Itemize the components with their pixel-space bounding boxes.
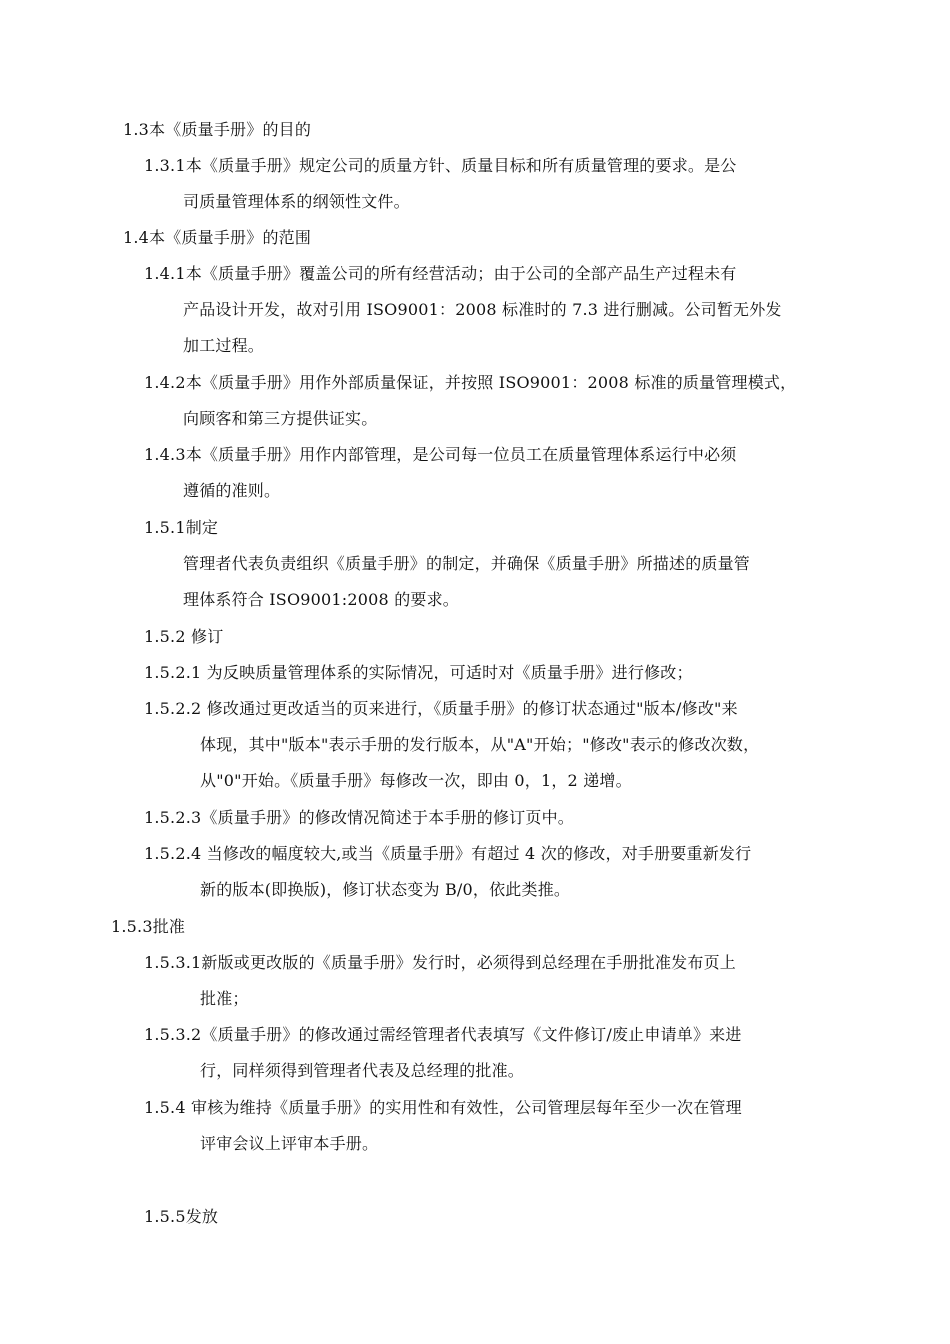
paragraph-1-5-4-cont: 评审会议上评审本手册。 bbox=[200, 1134, 379, 1153]
heading-1-5-3: 1.5.3批准 bbox=[111, 917, 186, 936]
paragraph-1-5-1: 管理者代表负责组织《质量手册》的制定，并确保《质量手册》所描述的质量管 bbox=[183, 554, 751, 573]
paragraph-1-4-1-cont2: 加工过程。 bbox=[183, 336, 265, 355]
paragraph-1-5-2-2: 1.5.2.2 修改通过更改适当的页来进行，《质量手册》的修订状态通过"版本/修改"来 bbox=[144, 699, 738, 718]
paragraph-1-4-3: 1.4.3本《质量手册》用作内部管理，是公司每一位员工在质量管理体系运行中必须 bbox=[144, 445, 737, 464]
paragraph-1-4-1: 1.4.1本《质量手册》覆盖公司的所有经营活动；由于公司的全部产品生产过程未有 bbox=[144, 264, 737, 283]
paragraph-1-5-3-2-cont: 行，同样须得到管理者代表及总经理的批准。 bbox=[200, 1061, 525, 1080]
paragraph-1-5-3-1: 1.5.3.1新版或更改版的《质量手册》发行时，必须得到总经理在手册批准发布页上 bbox=[144, 953, 736, 972]
paragraph-1-5-2-4: 1.5.2.4 当修改的幅度较大,或当《质量手册》有超过 4 次的修改，对手册要重新发行 bbox=[144, 844, 752, 863]
paragraph-1-5-2-4-cont: 新的版本(即换版)，修订状态变为 B/0，依此类推。 bbox=[200, 880, 571, 899]
paragraph-1-3-1-cont: 司质量管理体系的纲领性文件。 bbox=[183, 192, 410, 211]
paragraph-1-5-4: 1.5.4 审核为维持《质量手册》的实用性和有效性，公司管理层每年至少一次在管理 bbox=[144, 1098, 742, 1117]
paragraph-1-3-1: 1.3.1本《质量手册》规定公司的质量方针、质量目标和所有质量管理的要求。是公 bbox=[144, 156, 737, 175]
paragraph-1-5-2-2-cont: 体现，其中"版本"表示手册的发行版本，从"A"开始；"修改"表示的修改次数， bbox=[200, 735, 760, 754]
paragraph-1-4-1-cont: 产品设计开发，故对引用 ISO9001：2008 标准时的 7.3 进行删减。公司暂无外发 bbox=[183, 300, 782, 319]
heading-1-5-5: 1.5.5发放 bbox=[144, 1207, 219, 1226]
paragraph-1-4-2: 1.4.2本《质量手册》用作外部质量保证，并按照 ISO9001：2008 标准的质量管理模式， bbox=[144, 373, 797, 392]
heading-1-5-2: 1.5.2 修订 bbox=[144, 627, 224, 646]
paragraph-1-4-3-cont: 遵循的准则。 bbox=[183, 481, 281, 500]
paragraph-1-4-2-cont: 向顾客和第三方提供证实。 bbox=[183, 409, 378, 428]
paragraph-1-5-1-cont: 理体系符合 ISO9001:2008 的要求。 bbox=[183, 590, 459, 609]
paragraph-1-5-2-1: 1.5.2.1 为反映质量管理体系的实际情况，可适时对《质量手册》进行修改； bbox=[144, 663, 693, 682]
paragraph-1-5-3-1-cont: 批准； bbox=[200, 989, 249, 1008]
heading-1-3: 1.3本《质量手册》的目的 bbox=[123, 120, 312, 139]
heading-1-5-1: 1.5.1制定 bbox=[144, 518, 219, 537]
paragraph-1-5-2-2-cont2: 从"0"开始。《质量手册》每修改一次，即由 0，1，2 递增。 bbox=[200, 771, 632, 790]
paragraph-1-5-3-2: 1.5.3.2《质量手册》的修改通过需经管理者代表填写《文件修订/废止申请单》来进 bbox=[144, 1025, 742, 1044]
paragraph-1-5-2-3: 1.5.2.3《质量手册》的修改情况简述于本手册的修订页中。 bbox=[144, 808, 574, 827]
heading-1-4: 1.4本《质量手册》的范围 bbox=[123, 228, 312, 247]
